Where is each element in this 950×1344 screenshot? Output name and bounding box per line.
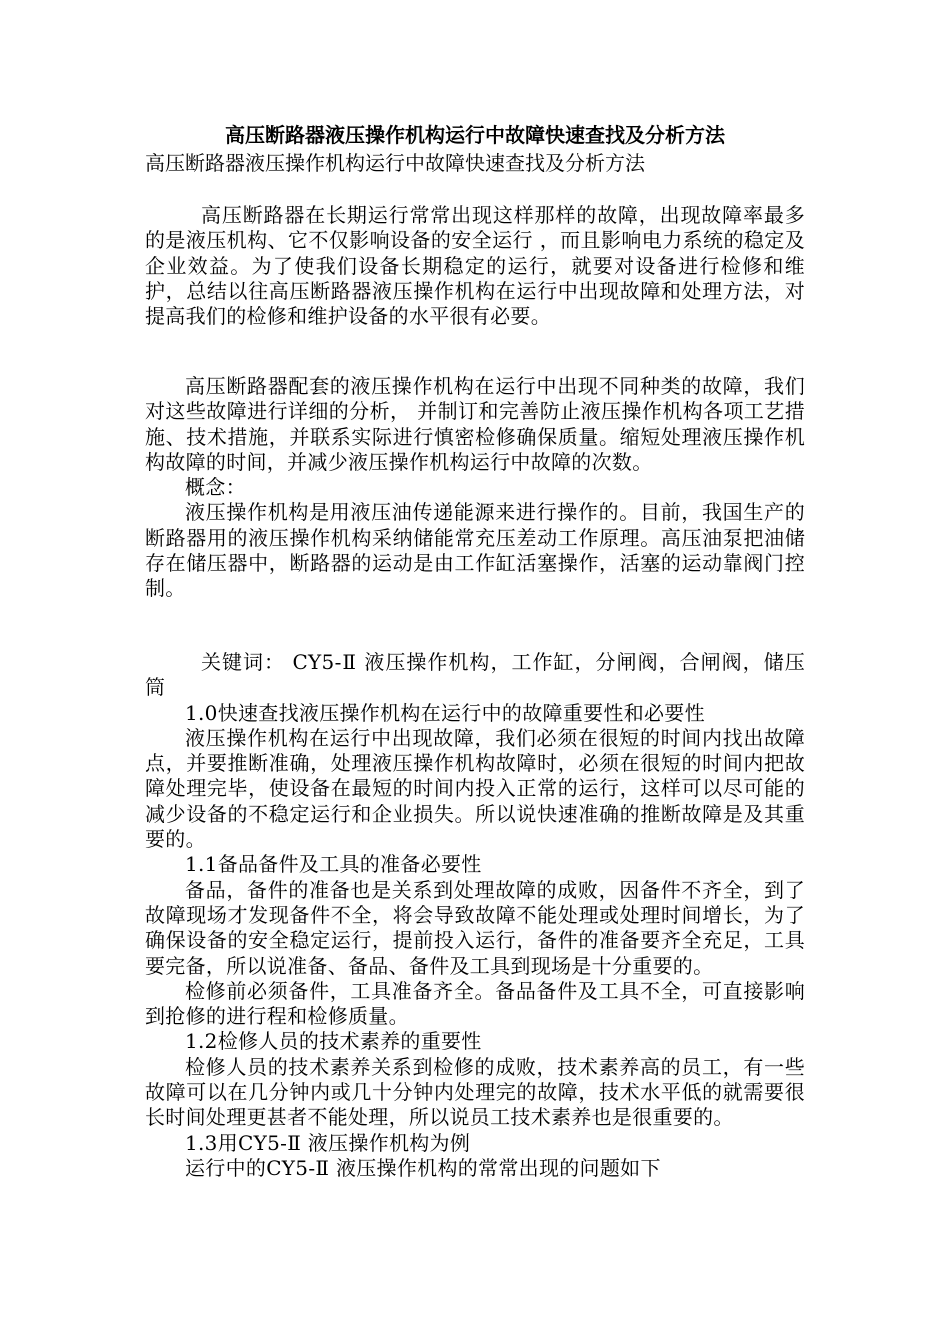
body-section [145,650,805,1181]
keywords-line: 关键词： CY5-Ⅱ 液压操作机构，工作缸，分闸阀，合闸阀，储压筒 [145,650,805,700]
overview-paragraph: 高压断路器配套的液压操作机构在运行中出现不同种类的故障，我们对这些故障进行详细的分析， 并制订和完善防止液压操作机构各项工艺措施、技术措施，并联系实际进行慎密检修确保质量。缩短处理液压操作机构故障的时间，并减少液压操作机构运行中故障的次数。 [145,374,805,474]
section-1-1-paragraph: 备品，备件的准备也是关系到处理故障的成败，因备件不齐全，到了故障现场才发现备件不全，将会导致故障不能处理或处理时间增长，为了确保设备的安全稳定运行，提前投入运行，备件的准备要齐全充足，工具要完备，所以说准备、备品、备件及工具到现场是十分重要的。 [145,877,805,978]
section-1-0-paragraph: 液压操作机构在运行中出现故障，我们必须在很短的时间内找出故障点，并要推断准确，处理液压操作机构故障时，必须在很短的时间内把故障处理完毕，使设备在最短的时间内投入正常的运行，这样可以尽可能的减少设备的不稳定运行和企业损失。所以说快速准确的推断故障是及其重要的。 [145,725,805,852]
document-title: 高压断路器液压操作机构运行中故障快速查找及分析方法 [225,123,725,147]
section-1-1-paragraph-2: 检修前必须备件，工具准备齐全。备品备件及工具不全，可直接影响到抢修的进行程和检修质量。 [145,978,805,1029]
concept-label: 概念： [185,475,246,500]
intro-section [145,203,805,329]
section-1-3-paragraph: 运行中的CY5-Ⅱ 液压操作机构的常常出现的问题如下 [185,1155,661,1180]
section-1-1-heading: 1.1备品备件及工具的准备必要性 [185,852,482,877]
intro-paragraph: 高压断路器在长期运行常常出现这样那样的故障，出现故障率最多的是液压机构、它不仅影响设备的安全运行 ，而且影响电力系统的稳定及企业效益。为了使我们设备长期稳定的运行，就要对设备进行检修和维护，总结以往高压断路器液压操作机构在运行中出现故障和处理方法，对提高我们的检修和维护设备的水平很有必要。 [145,203,805,329]
document-subtitle: 高压断路器液压操作机构运行中故障快速查找及分析方法 [145,151,645,175]
section-1-2-heading: 1.2检修人员的技术素养的重要性 [185,1029,482,1054]
section-1-0-heading: 1.0快速查找液压操作机构在运行中的故障重要性和必要性 [185,700,705,725]
section-1-2-paragraph: 检修人员的技术素养关系到检修的成败，技术素养高的员工，有一些故障可以在几分钟内或几十分钟内处理完的故障，技术水平低的就需要很长时间处理更甚者不能处理，所以说员工技术素养也是很重要的。 [145,1054,805,1130]
overview-section [145,374,805,602]
section-1-3-heading: 1.3用CY5-Ⅱ 液压操作机构为例 [185,1130,471,1155]
concept-paragraph: 液压操作机构是用液压油传递能源来进行操作的。目前，我国生产的断路器用的液压操作机构采纳储能常充压差动工作原理。高压油泵把油储存在储压器中，断路器的运动是由工作缸活塞操作，活塞的运动靠阀门控制。 [145,500,805,601]
